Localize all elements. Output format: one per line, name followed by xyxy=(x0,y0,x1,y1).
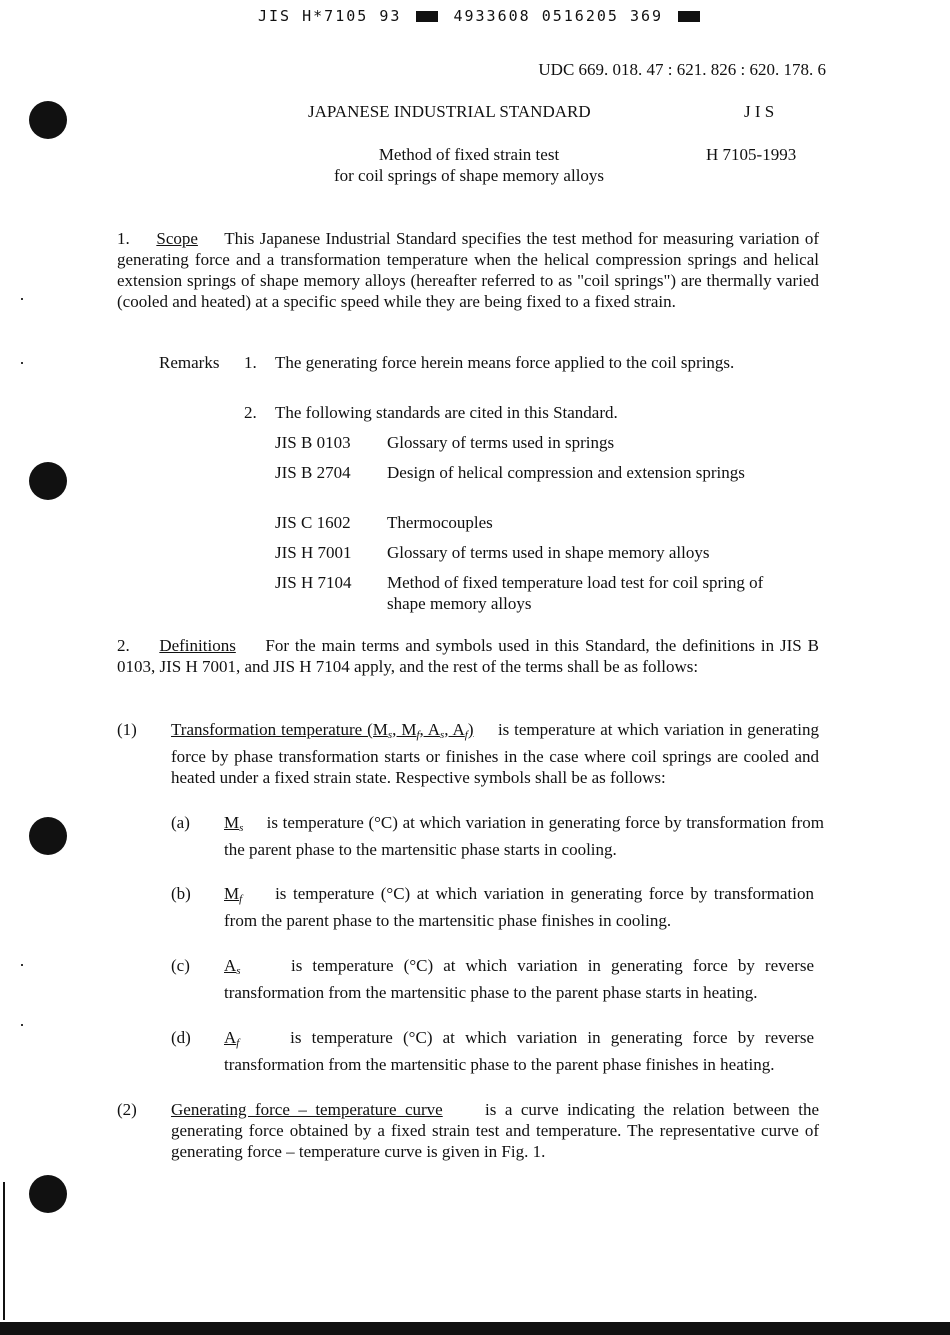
scan-speck xyxy=(21,298,23,300)
item-1-text: is temperature at which variation in generating force by phase transformation starts or finishes in the case where coil springs are cooled and heated under a fixed strain state. Respective symbols shall be as follows: xyxy=(171,720,819,787)
punch-hole xyxy=(29,1175,67,1213)
remark-1-text: The generating force herein means force applied to the coil springs. xyxy=(275,353,735,372)
remark-2-number: 2. xyxy=(244,403,257,422)
sub-item-body xyxy=(224,812,824,860)
item-2-body xyxy=(171,1099,819,1162)
udc-code: UDC 669. 018. 47 : 621. 826 : 620. 178. 6 xyxy=(538,60,826,79)
remark-2-text: The following standards are cited in this Standard. xyxy=(275,403,618,422)
punch-hole xyxy=(29,462,67,500)
sub-item-text: is temperature (°C) at which variation in generating force by transformation from the parent phase to the martensitic phase finishes in cooling. xyxy=(224,884,815,930)
symbol-mf: $M_f$ xyxy=(224,884,243,905)
cited-code: JIS H 7104 xyxy=(275,573,352,592)
sub-item-text: is temperature (°C) at which variation in generating force by reverse transformation from the martensitic phase to the parent phase starts in heating. xyxy=(224,956,814,1002)
section-heading: Scope xyxy=(156,229,198,248)
cited-title: Glossary of terms used in springs xyxy=(387,433,615,452)
cited-title: Method of fixed temperature load test for coil spring of shape memory alloys xyxy=(387,573,764,613)
remarks-label: Remarks xyxy=(159,353,220,372)
barcode-text-2: 4933608 0516205 369 xyxy=(453,7,664,25)
scan-speck xyxy=(21,964,23,966)
jis-mark: J I S xyxy=(744,102,775,121)
barcode-block xyxy=(678,11,700,22)
section-heading: Definitions xyxy=(159,636,236,655)
scan-speck xyxy=(21,362,23,364)
section-2-definitions xyxy=(117,635,819,677)
item-1-term-text: Transformation temperature (M xyxy=(171,720,388,739)
symbol-as: $A_s$ xyxy=(224,956,241,977)
sub-item-body xyxy=(224,883,814,931)
cited-code: JIS B 2704 xyxy=(275,463,351,482)
scan-speck xyxy=(21,1024,23,1026)
title-line-2: for coil springs of shape memory alloys xyxy=(333,166,605,185)
sub-item-label: (b) xyxy=(171,884,191,903)
cited-title: Glossary of terms used in shape memory alloys xyxy=(387,543,710,562)
symbol-af: $A_f$ xyxy=(224,1028,240,1049)
sub-item-text: is temperature (°C) at which variation in generating force by reverse transformation from the martensitic phase to the parent phase finishes in heating. xyxy=(224,1028,814,1074)
title-line-1: Method of fixed strain test xyxy=(378,145,560,164)
cited-title: Design of helical compression and extension springs xyxy=(387,463,745,482)
scan-bottom-bar xyxy=(0,1322,950,1335)
section-1-scope xyxy=(117,228,819,312)
item-1-number: (1) xyxy=(117,720,137,739)
remark-1-number: 1. xyxy=(244,353,257,372)
cited-code: JIS B 0103 xyxy=(275,433,351,452)
sub-item-body xyxy=(224,1027,814,1075)
barcode-line xyxy=(258,6,704,27)
item-1-term: Transformation temperature ($M_s$, $M_f$, $A_s$, $A_f$) xyxy=(171,720,474,741)
standard-number: H 7105-1993 xyxy=(706,145,797,164)
barcode-text-1: JIS H*7105 93 xyxy=(258,7,402,25)
item-2-term: Generating force – temperature curve xyxy=(171,1100,443,1119)
section-number: 1. xyxy=(117,229,130,248)
item-1-body xyxy=(171,719,819,788)
sub-item-label: (a) xyxy=(171,813,190,832)
sub-item-body xyxy=(224,955,814,1003)
section-number: 2. xyxy=(117,636,130,655)
sub-item-label: (c) xyxy=(171,956,190,975)
symbol-ms: $M_s$ xyxy=(224,813,244,834)
document-title xyxy=(300,144,638,186)
cited-code: JIS C 1602 xyxy=(275,513,351,532)
punch-hole xyxy=(29,101,67,139)
scan-edge-line xyxy=(3,1182,5,1320)
barcode-block xyxy=(416,11,438,22)
cited-title: Thermocouples xyxy=(387,513,493,532)
section-text: This Japanese Industrial Standard specifies the test method for measuring variation of generating force and a transformation temperature when the helical compression springs and helical extension springs of shape memory alloys (hereafter referred to as "coil springs") are thermally varied (cooled and heated) at a specific speed while they are being fixed to a fixed strain. xyxy=(117,229,820,311)
cited-code: JIS H 7001 xyxy=(275,543,352,562)
section-text: For the main terms and symbols used in this Standard, the definitions in JIS B 0103, JIS H 7001, and JIS H 7104 apply, and the rest of the terms shall be as follows: xyxy=(117,636,819,676)
sub-item-label: (d) xyxy=(171,1028,191,1047)
sub-item-text: is temperature (°C) at which variation in generating force by transformation from the parent phase to the martensitic phase starts in cooling. xyxy=(224,813,825,859)
standard-name: JAPANESE INDUSTRIAL STANDARD xyxy=(308,102,591,121)
item-2-number: (2) xyxy=(117,1100,137,1119)
punch-hole xyxy=(29,817,67,855)
item-2-text: is a curve indicating the relation between the generating force obtained by a fixed strain test and temperature. The representative curve of generating force – temperature curve is given in Fig. 1. xyxy=(171,1100,820,1161)
